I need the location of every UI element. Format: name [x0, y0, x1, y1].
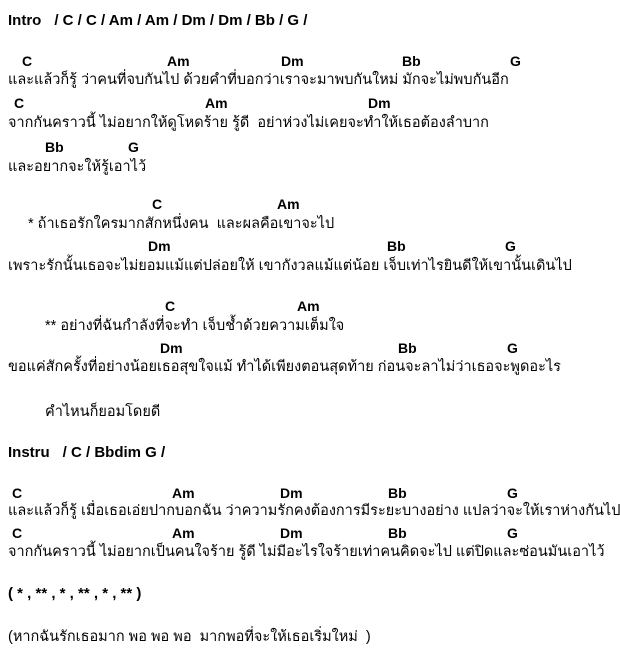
chord-C: C: [12, 525, 23, 541]
lyric-line-verse1-1: และแล้วก็รู้ ว่าคนที่จบกันไป ด้วยคำที่บอกว่าเราจะมาพบกันใหม่ มักจะไม่พบกันอีก: [8, 72, 509, 88]
chord-Am: Am: [172, 485, 195, 501]
chord-Dm: Dm: [160, 340, 183, 356]
chord-Bb: Bb: [45, 139, 64, 155]
intro-heading: [8, 12, 307, 30]
lyric-line-chorus2-1: ** อย่างที่ฉันกำลังที่จะทำ เจ็บช้ำด้วยความเต็มใจ: [45, 318, 345, 334]
intro-label: Intro: [8, 12, 42, 29]
chord-C: C: [14, 95, 25, 111]
lyric-line-verse1-2: จากกันคราวนี้ ไม่อยากให้ดูโหดร้าย รู้ดี อย่าห่วงไม่เคยจะทำให้เธอต้องลำบาก: [8, 115, 489, 131]
lyric-line-chorus1-2: เพราะรักนั้นเธอจะไม่ยอมแม้แต่ปล่อยให้ เขากังวลแม้แต่น้อย เจ็บเท่าไรยินดีให้เขานั้นเดินไป: [8, 258, 572, 274]
chord-row-verse1-3: [0, 140, 620, 156]
chord-Bb: Bb: [388, 525, 407, 541]
chord-Bb: Bb: [388, 485, 407, 501]
chord-row-verse1-2: [0, 96, 620, 112]
chord-Dm: Dm: [280, 525, 303, 541]
chord-G: G: [507, 525, 518, 541]
chord-Bb: Bb: [387, 238, 406, 254]
chord-G: G: [510, 53, 521, 69]
chord-Bb: Bb: [398, 340, 417, 356]
chord-Am: Am: [205, 95, 228, 111]
intro-chord-sequence: / C / C / Am / Am / Dm / Dm / Bb / G /: [54, 12, 308, 29]
lyric-line-verse2-2: จากกันคราวนี้ ไม่อยากเป็นคนใจร้าย รู้ดี ไม่มีอะไรใจร้ายเท่าคนคิดจะไป แต่ปิดและซ่อนมันเอาไว้: [8, 544, 605, 560]
chord-row-chorus2-1: [0, 299, 620, 315]
chord-G: G: [505, 238, 516, 254]
chord-Am: Am: [297, 298, 320, 314]
chord-G: G: [507, 340, 518, 356]
instru-label: Instru: [8, 444, 50, 461]
chord-row-chorus1-2: [0, 239, 620, 255]
lyric-line-chorus2-3: คำไหนก็ยอมโดยดี: [45, 404, 161, 420]
chord-Am: Am: [172, 525, 195, 541]
chord-row-verse2-2: [0, 526, 620, 542]
lyric-line-chorus1-1: * ถ้าเธอรักใครมากสักหนึ่งคน และผลคือเขาจะไป: [28, 216, 335, 232]
instru-chord-sequence: / C / Bbdim G /: [62, 444, 166, 461]
repeat-markers-line: ( * , ** , * , ** , * , ** ): [8, 585, 142, 602]
chord-C: C: [165, 298, 176, 314]
chord-Bb: Bb: [402, 53, 421, 69]
chord-Dm: Dm: [368, 95, 391, 111]
chord-G: G: [128, 139, 139, 155]
chord-C: C: [12, 485, 23, 501]
final-lyric-line: (หากฉันรักเธอมาก พอ พอ พอ มากพอที่จะให้เธอเริ่มใหม่ ): [8, 629, 371, 645]
chord-Dm: Dm: [148, 238, 171, 254]
chord-C: C: [152, 196, 163, 212]
lyric-line-chorus2-2: ขอแค่สักครั้งที่อย่างน้อยเธอสุขใจแม้ ทำได้เพียงตอนสุดท้าย ก่อนจะลาไม่ว่าเธอจะพูดอะไร: [8, 359, 561, 375]
lyric-line-verse1-3: และอยากจะให้รู้เอาไว้: [8, 159, 147, 175]
chord-row-verse1-1: [0, 54, 620, 70]
instru-heading: [8, 444, 165, 462]
chord-row-chorus2-2: [0, 341, 620, 357]
chord-Dm: Dm: [281, 53, 304, 69]
chord-C: C: [22, 53, 33, 69]
chord-G: G: [507, 485, 518, 501]
lyric-line-verse2-1: และแล้วก็รู้ เมื่อเธอเอ่ยปากบอกฉัน ว่าความรักคงต้องการมีระยะบางอย่าง แปลว่าจะให้เราห่างกันไป: [8, 503, 620, 519]
chord-Dm: Dm: [280, 485, 303, 501]
chord-Am: Am: [167, 53, 190, 69]
chord-row-verse2-1: [0, 486, 620, 502]
chord-Am: Am: [277, 196, 300, 212]
chord-row-chorus1-1: [0, 197, 620, 213]
